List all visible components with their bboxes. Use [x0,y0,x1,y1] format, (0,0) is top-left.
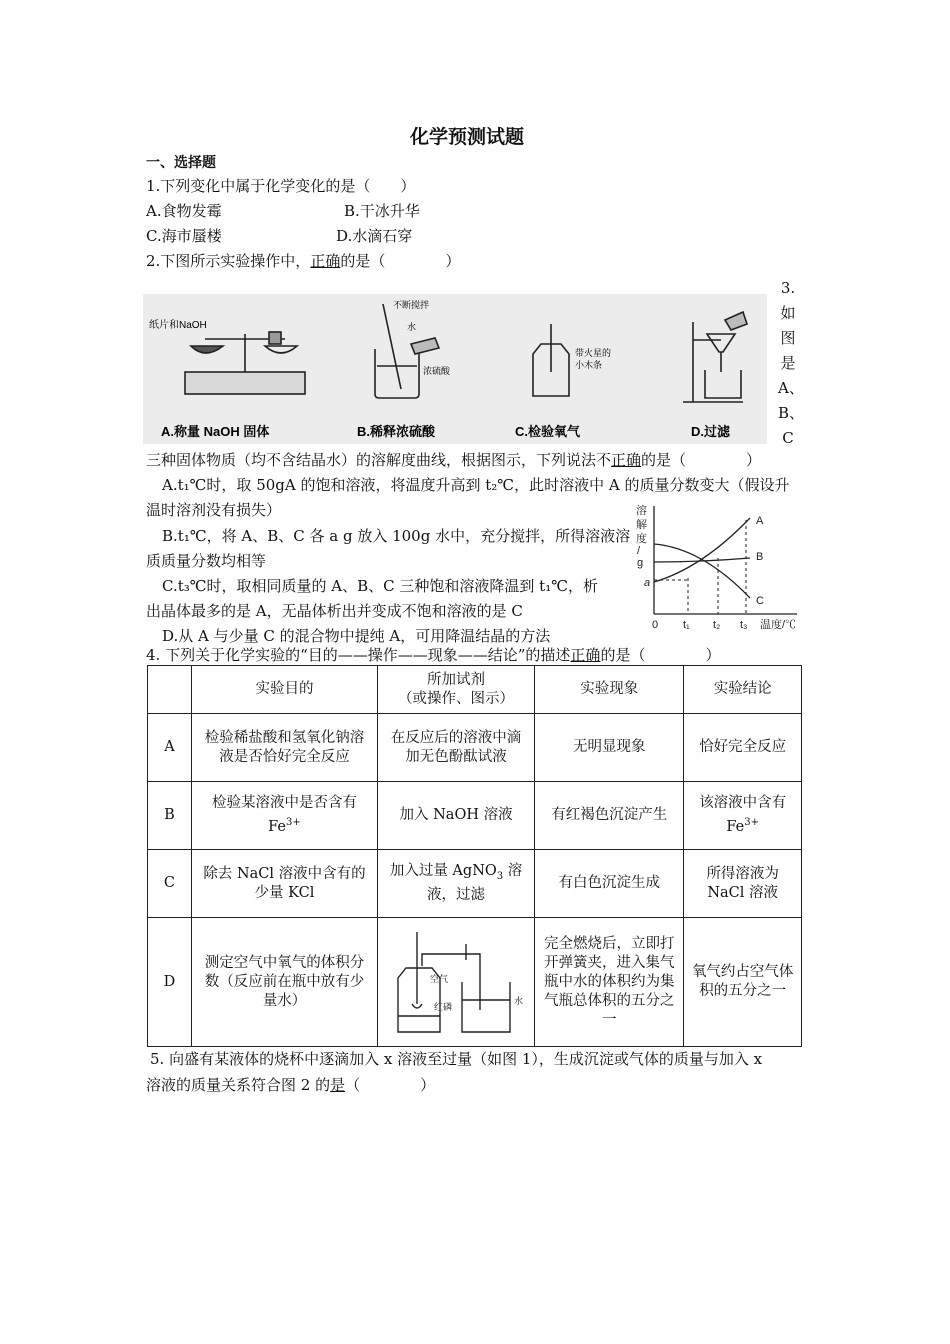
q3-vchar: 图 [780,329,796,347]
table-row [148,918,802,1047]
row-conclusion: 氧气约占空气体积的五分之一 [684,918,802,1047]
curve-c [654,544,750,598]
fig-a-caption: A.称量 NaOH 固体 [161,424,270,439]
q4-stem [146,645,720,665]
q2-figure-drawing [143,294,767,444]
graph-ylabel: 度 [636,533,647,545]
header-conclusion: 实验结论 [684,666,802,714]
fig-b-label1: 不断搅拌 [393,300,430,310]
q1-option-c: C.海市蜃楼 [146,227,222,245]
row-purpose: 除去 NaCl 溶液中含有的少量 KCl [191,850,377,918]
fe-ion: Fe [268,818,287,835]
section-heading: 一、选择题 [146,155,216,171]
q3-option-a-line1: A.t₁℃时，取 50gA 的饱和溶液，将温度升高到 t₂℃，此时溶液中 A 的质量分数变大（假设升 [162,476,790,494]
q3-stem-pre: 三种固体物质（均不含结晶水）的溶解度曲线，根据图示，下列说法不 [146,451,612,469]
row-purpose: 检验稀盐酸和氢氧化钠溶液是否恰好完全反应 [191,714,377,782]
q1-stem: 1.下列变化中属于化学变化的是（ ） [146,177,416,195]
q3-option-c-line2: 出晶体最多的是 A，无晶体析出并变成不饱和溶液的是 C [146,602,523,620]
header-reagent [378,666,535,714]
fig-c-label2: 小木条 [575,360,603,370]
q3-stem-underlined: 正确 [611,451,642,469]
fig-b-label2: 水 [407,322,417,332]
table-header-row [148,666,802,714]
row-conclusion-text: 该溶液中含有 Fe [699,795,787,835]
table-row [148,714,802,782]
row-reagent: 在反应后的溶液中滴加无色酚酞试液 [378,714,535,782]
q1-option-a: A.食物发霉 [146,202,222,220]
q3-option-c-line1: C.t₃℃时，取相同质量的 A、B、C 三种饱和溶液降温到 t₁℃，析 [162,577,598,595]
filter-funnel-icon [683,312,747,402]
reagent-post: 溶液，过滤 [427,863,523,903]
row-phenomenon: 有白色沉淀生成 [535,850,684,918]
beaker-icon [375,304,439,398]
row-label: C [148,850,192,918]
row-label: B [148,782,192,850]
header-reagent-line2: （或操作、图示） [398,690,515,707]
fig-a-label: 纸片和NaOH [149,320,207,331]
q5-line2 [146,1075,435,1095]
row-phenomenon: 无明显现象 [535,714,684,782]
header-reagent-line1: 所加试剂 [427,671,486,688]
gas-bottle-icon [533,324,569,396]
page-title: 化学预测试题 [410,126,525,148]
q3-option-d: D.从 A 与少量 C 的混合物中提纯 A，可用降温结晶的方法 [162,627,551,645]
table-row [148,782,802,850]
balance-icon [185,332,305,394]
q3-vchar: B、 [778,404,805,422]
fig-air-label: 空气 [430,974,449,984]
row-reagent [378,850,535,918]
solubility-graph [632,500,812,635]
curve-b-label: B [756,551,764,563]
graph-t2: t₂ [713,619,721,631]
fig-c-caption: C.检验氧气 [515,424,581,439]
graph-ylabel: 解 [636,519,647,531]
q4-stem-post: 的是（ ） [600,646,721,664]
row-purpose: 测定空气中氧气的体积分数（反应前在瓶中放有少量水） [191,918,377,1047]
q3-option-a-line2: 温时溶剂没有损失） [146,501,282,519]
fig-p-label: 红磷 [434,1002,453,1012]
q3-stem-post: 的是（ ） [641,451,762,469]
fig-c-label1: 带火星的 [575,348,612,358]
q1-option-b: B.干冰升华 [344,202,420,220]
reagent-pre: 加入过量 AgNO [389,863,497,880]
q3-stem [146,450,761,470]
q3-vchar: 3. [780,279,796,297]
curve-a-label: A [756,515,764,527]
graph-t3: t₃ [740,619,748,631]
fe-charge: 3+ [286,817,301,829]
oxygen-apparatus-diagram [384,920,528,1038]
reagent-sub: 3 [496,870,504,882]
q3-vchar: C [782,429,794,447]
row-figure [378,918,535,1047]
graph-t1: t₁ [683,619,690,631]
q3-vertical-number [778,276,805,451]
q3-vchar: A、 [778,379,804,397]
q3-option-b-line2: 质质量分数均相等 [146,552,267,570]
header-purpose: 实验目的 [191,666,377,714]
graph-ylabel: 溶 [636,505,647,517]
row-reagent: 加入 NaOH 溶液 [378,782,535,850]
graph-origin: 0 [652,619,659,631]
q2-stem-post: 的是（ ） [340,252,461,270]
q2-figure [143,294,767,444]
q5-line2-post: （ ） [345,1076,436,1094]
graph-xlabel: 温度/℃ [760,619,797,631]
curve-c-label: C [756,595,764,607]
fe-charge: 3+ [744,817,759,829]
q5-line2-pre: 溶液的质量关系符合图 2 的 [146,1076,331,1094]
row-phenomenon: 完全燃烧后，立即打开弹簧夹，进入集气瓶中水的体积约为集气瓶总体积的五分之一 [535,918,684,1047]
q3-vchar: 如 [780,304,796,322]
q5-line1: 5. 向盛有某液体的烧杯中逐滴加入 x 溶液至过量（如图 1），生成沉淀或气体的质量与加入 x [150,1050,763,1068]
row-conclusion: 恰好完全反应 [684,714,802,782]
fig-b-caption: B.稀释浓硫酸 [357,424,436,439]
row-label: A [148,714,192,782]
q4-stem-underlined: 正确 [570,646,601,664]
row-conclusion: 所得溶液为 NaCl 溶液 [684,850,802,918]
row-purpose [191,782,377,850]
graph-a-mark: a [644,577,651,589]
fig-water-label: 水 [514,996,524,1006]
row-label: D [148,918,192,1047]
q3-vchar: 是 [780,354,796,372]
fig-b-label3: 浓硫酸 [423,366,451,376]
q2-stem-underlined: 正确 [310,252,341,270]
header-blank [148,666,192,714]
graph-ylabel: g [637,557,644,569]
q2-stem-pre: 2.下图所示实验操作中， [146,252,311,270]
graph-ylabel: / [637,545,641,557]
row-conclusion [684,782,802,850]
q4-table [147,665,802,1047]
q3-option-b-line1: B.t₁℃，将 A、B、C 各 a g 放入 100g 水中，充分搅拌，所得溶液溶 [162,527,631,545]
row-phenomenon: 有红褐色沉淀产生 [535,782,684,850]
q4-stem-pre: 4. 下列关于化学实验的“目的——操作——现象——结论”的描述 [146,646,571,664]
header-phenomenon: 实验现象 [535,666,684,714]
table-row [148,850,802,918]
curve-a [654,518,750,582]
q1-option-d: D.水滴石穿 [336,227,413,245]
fig-d-caption: D.过滤 [691,424,731,439]
q5-line2-underlined: 是 [330,1076,346,1094]
q2-stem [146,251,460,271]
row-purpose-text: 检验某溶液中是否含有 [211,795,357,812]
beaker-icon [462,982,510,1032]
